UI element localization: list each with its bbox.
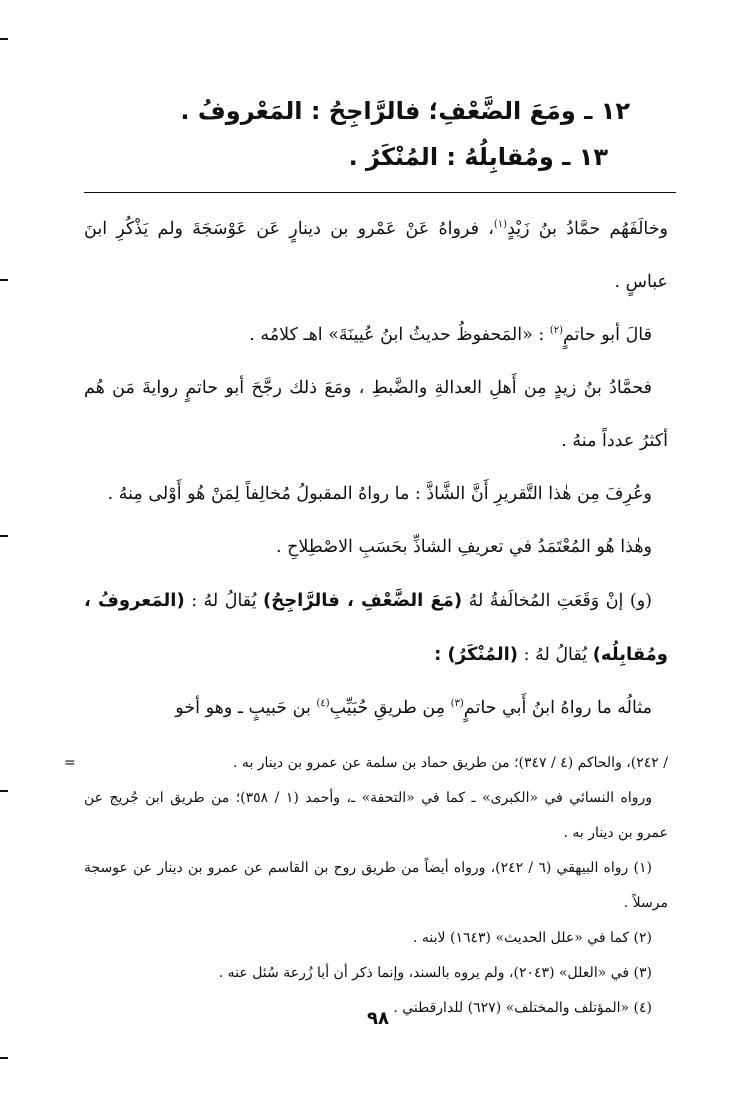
margin-mark xyxy=(0,38,8,40)
paragraph: وهٰذا هُو المُعْتَمَدُ في تعريفِ الشاذِّ بحَسَبِ الاصْطِلاحِ . xyxy=(276,537,652,557)
footnote-2: (٢) كما في «علل الحديث» (١٦٤٣) لابنه . xyxy=(413,930,652,946)
book-page xyxy=(64,88,668,1026)
footnotes xyxy=(64,746,668,1026)
paragraph: فحمَّادُ بنُ زيدٍ مِن أَهلِ العدالةِ والضَّبطِ ، ومَعَ ذلك رجَّحَ أبو حاتمٍ روايةَ مَن هُم أكثرُ عدداً منهُ . xyxy=(84,378,668,451)
footnote-4: (٤) «المؤتلف والمختلف» (٦٢٧) للدارقطني . xyxy=(393,1000,652,1016)
footnote-ref[interactable]: (١) xyxy=(493,219,508,231)
footnote-ref[interactable]: (٣) xyxy=(450,698,464,710)
footnote-1: (١) رواه البيهقي (٦ / ٢٤٢)، ورواه أيضاً من طريق روح بن القاسم عن عمرو بن دينار عن عوسجة مرسلاً . xyxy=(84,860,668,911)
commentary-body xyxy=(84,203,668,735)
margin-mark xyxy=(0,1057,8,1059)
footnote-ref[interactable]: (٢) xyxy=(549,325,564,337)
paragraph: (و) إنْ وَقَعَتِ المُخالَفةُ لهُ (مَعَ الضَّعْفِ ، فالرَّاجِحُ) يُقالُ لهُ : (المَعروفُ ، ومُقابِلُه) يُقالُ لهُ : (المُنْكَرُ) : xyxy=(84,590,668,665)
header-rule xyxy=(84,192,676,193)
margin-mark xyxy=(0,279,8,281)
matn-line-13: ١٣ ـ ومُقابِلُهُ : المُنْكَرُ . xyxy=(348,143,608,171)
matn-line-12: ١٢ ـ ومَعَ الضَّعْفِ؛ فالرَّاجِحُ : المَعْروفُ . xyxy=(180,97,630,125)
footnote: ورواه النسائي في «الكبرى» ـ كما في «التحفة» ـ، وأحمد (١ / ٣٥٨)؛ من طريق ابن جُريج عن عمرو بن دينار به . xyxy=(84,790,668,841)
paragraph: وعُرِفَ مِن هٰذا التَّقريرِ أَنَّ الشَّاذَّ : ما رواهُ المقبولُ مُخالِفاً لِمَنْ هُو أَوْلى مِنهُ . xyxy=(107,484,652,504)
paragraph: قالَ أبو حاتمٍ$^{(٢)}$ : «المَحفوظُ حديثُ ابنُ عُيينَةَ» اهـ كلامُه . xyxy=(249,325,652,345)
page-number: ٩٨ xyxy=(367,1008,389,1029)
paragraph: مثالُه ما رواهُ ابنُ أَبي حاتمٍ$^{(٣)}$ مِن طريقِ حُبَيِّبِ$^{(٤)}$ بن حَبيبٍ ـ وهو أخو xyxy=(175,698,652,718)
paragraph: وخالَفَهُم حمَّادُ بنُ زَيْدٍ$^{(١)}$، فرواهُ عَنْ عَمْرو بن دينارٍ عَن عَوْسَجَةَ ولم يَذْكُرِ ابنَ عباسٍ . xyxy=(84,219,668,292)
continuation-marker: = xyxy=(64,755,76,771)
margin-mark xyxy=(0,535,8,537)
footnote-3: (٣) في «العلل» (٢٠٤٣)، ولم يروه بالسند، وإنما ذكر أن أبا زُرعة سُئل عنه . xyxy=(218,965,652,981)
footnote-continuation: = / ٢٤٢)، والحاكم (٤ / ٣٤٧)؛ من طريق حماد بن سلمة عن عمرو بن دينار به . xyxy=(84,746,668,781)
margin-mark xyxy=(0,790,8,792)
footnote-ref[interactable]: (٤) xyxy=(316,698,330,710)
